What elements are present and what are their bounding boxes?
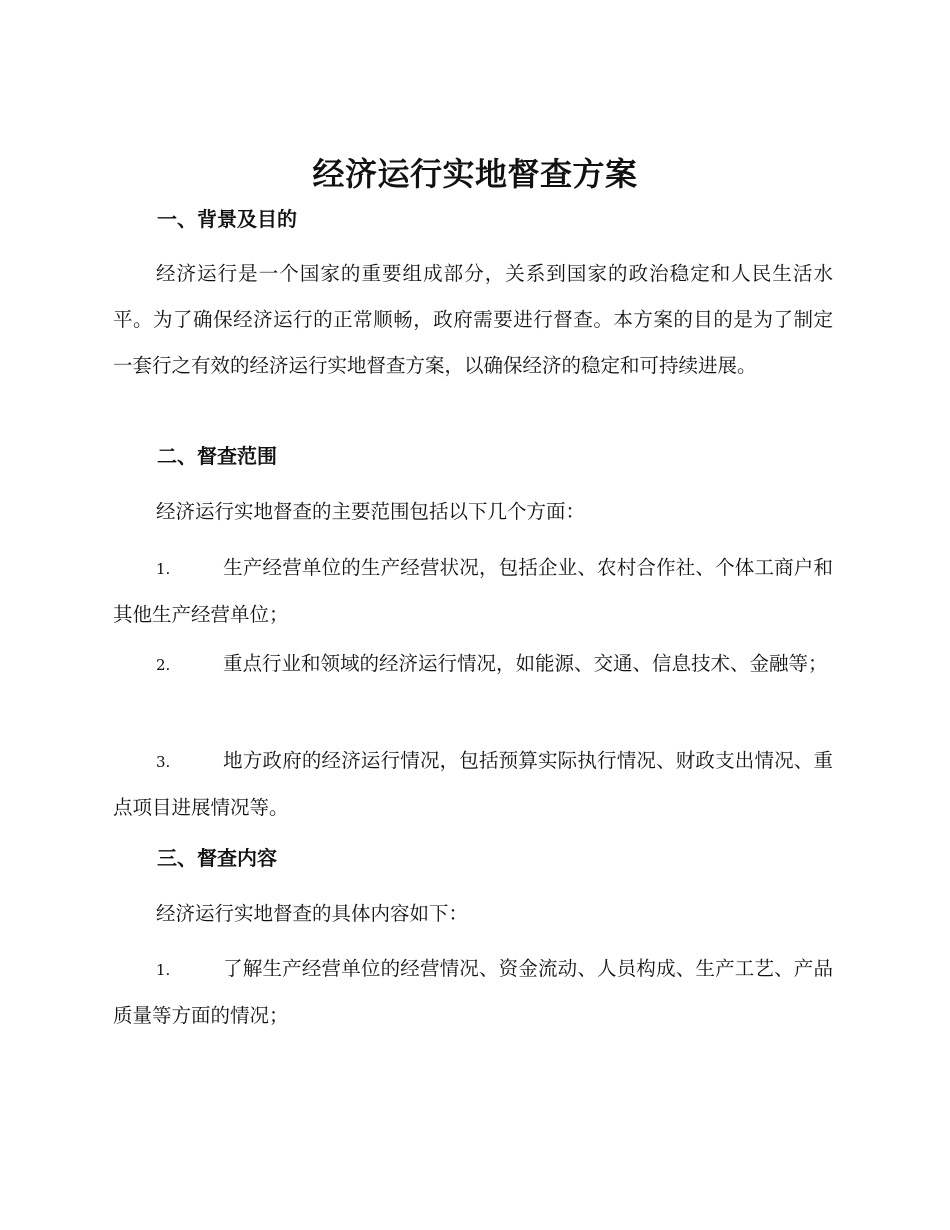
list-item xyxy=(113,545,833,638)
list-item-number: 1. xyxy=(156,560,171,578)
list-item-number: 3. xyxy=(156,753,171,771)
section-heading-content: 三、督查内容 xyxy=(157,846,277,870)
section-paragraph-background: 经济运行是一个国家的重要组成部分，关系到国家的政治稳定和人民生活水平。为了确保经济运行的正常顺畅，政府需要进行督查。本方案的目的是为了制定一套行之有效的经济运行实地督查方案，以确保经济的稳定和可持续进展。 xyxy=(113,262,833,377)
section-heading-scope: 二、督查范围 xyxy=(157,444,277,468)
section-heading-background: 一、背景及目的 xyxy=(157,207,297,231)
list-item-text: 地方政府的经济运行情况，包括预算实际执行情况、财政支出情况、重点项目进展情况等。 xyxy=(113,749,833,819)
list-item xyxy=(113,738,833,831)
list-item-text: 重点行业和领域的经济运行情况，如能源、交通、信息技术、金融等； xyxy=(223,652,828,675)
list-item-number: 2. xyxy=(156,656,171,674)
list-item-text: 生产经营单位的生产经营状况，包括企业、农村合作社、个体工商户和其他生产经营单位； xyxy=(113,556,833,626)
list-item-number: 1. xyxy=(156,961,171,979)
section-intro-scope: 经济运行实地督查的主要范围包括以下几个方面： xyxy=(156,500,586,523)
document-title: 经济运行实地督查方案 xyxy=(312,155,638,193)
list-item-text: 了解生产经营单位的经营情况、资金流动、人员构成、生产工艺、产品质量等方面的情况； xyxy=(113,957,833,1027)
section-intro-content: 经济运行实地督查的具体内容如下： xyxy=(156,902,469,925)
list-item xyxy=(113,641,833,688)
list-item xyxy=(113,946,833,1039)
